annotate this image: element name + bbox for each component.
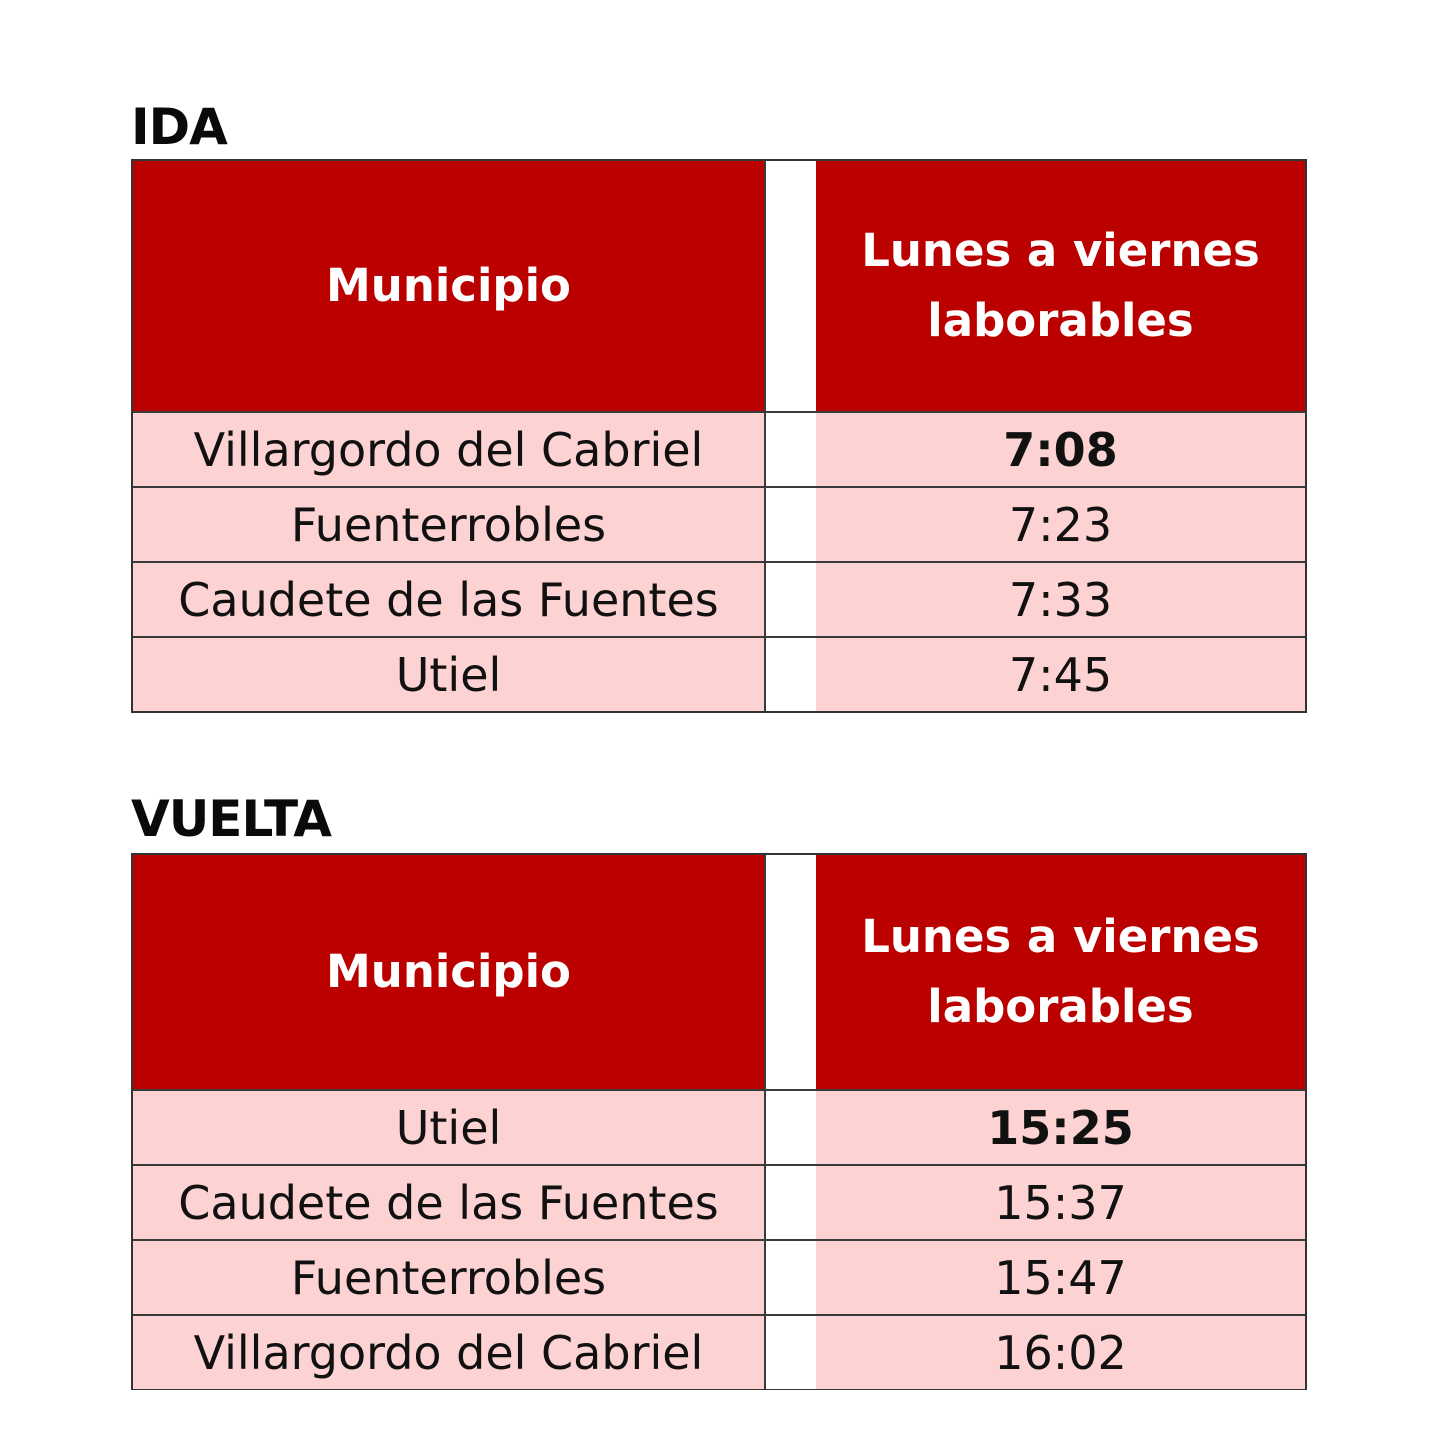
time-cell: 7:23 [816, 488, 1305, 561]
municipio-cell: Caudete de las Fuentes [133, 1166, 766, 1239]
vuelta-schedule-table [131, 853, 1307, 1390]
table-row [133, 411, 1305, 486]
time-cell: 7:33 [816, 563, 1305, 636]
vuelta-header-time: Lunes a viernes laborables [816, 855, 1305, 1089]
municipio-cell: Villargordo del Cabriel [133, 1316, 766, 1389]
ida-header-municipio: Municipio [133, 161, 766, 411]
column-gap [766, 1316, 816, 1389]
municipio-cell: Villargordo del Cabriel [133, 413, 766, 486]
vuelta-title: VUELTA [131, 790, 331, 848]
time-cell: 7:45 [816, 638, 1305, 711]
ida-header-time: Lunes a viernes laborables [816, 161, 1305, 411]
time-cell: 7:08 [816, 413, 1305, 486]
municipio-cell: Utiel [133, 638, 766, 711]
column-gap [766, 563, 816, 636]
table-row [133, 636, 1305, 711]
table-row [133, 486, 1305, 561]
table-row [133, 1314, 1305, 1389]
time-cell: 15:47 [816, 1241, 1305, 1314]
ida-header-row [133, 161, 1305, 411]
municipio-cell: Utiel [133, 1091, 766, 1164]
time-cell: 15:37 [816, 1166, 1305, 1239]
vuelta-header-row [133, 855, 1305, 1089]
vuelta-header-municipio: Municipio [133, 855, 766, 1089]
time-cell: 16:02 [816, 1316, 1305, 1389]
ida-title: IDA [131, 98, 227, 156]
municipio-cell: Fuenterrobles [133, 1241, 766, 1314]
column-gap [766, 1166, 816, 1239]
column-gap [766, 488, 816, 561]
column-gap [766, 161, 816, 411]
table-row [133, 1164, 1305, 1239]
ida-schedule-table [131, 159, 1307, 713]
table-row [133, 1089, 1305, 1164]
column-gap [766, 638, 816, 711]
time-cell: 15:25 [816, 1091, 1305, 1164]
table-row [133, 561, 1305, 636]
table-row [133, 1239, 1305, 1314]
column-gap [766, 1241, 816, 1314]
column-gap [766, 413, 816, 486]
column-gap [766, 1091, 816, 1164]
municipio-cell: Caudete de las Fuentes [133, 563, 766, 636]
column-gap [766, 855, 816, 1089]
municipio-cell: Fuenterrobles [133, 488, 766, 561]
